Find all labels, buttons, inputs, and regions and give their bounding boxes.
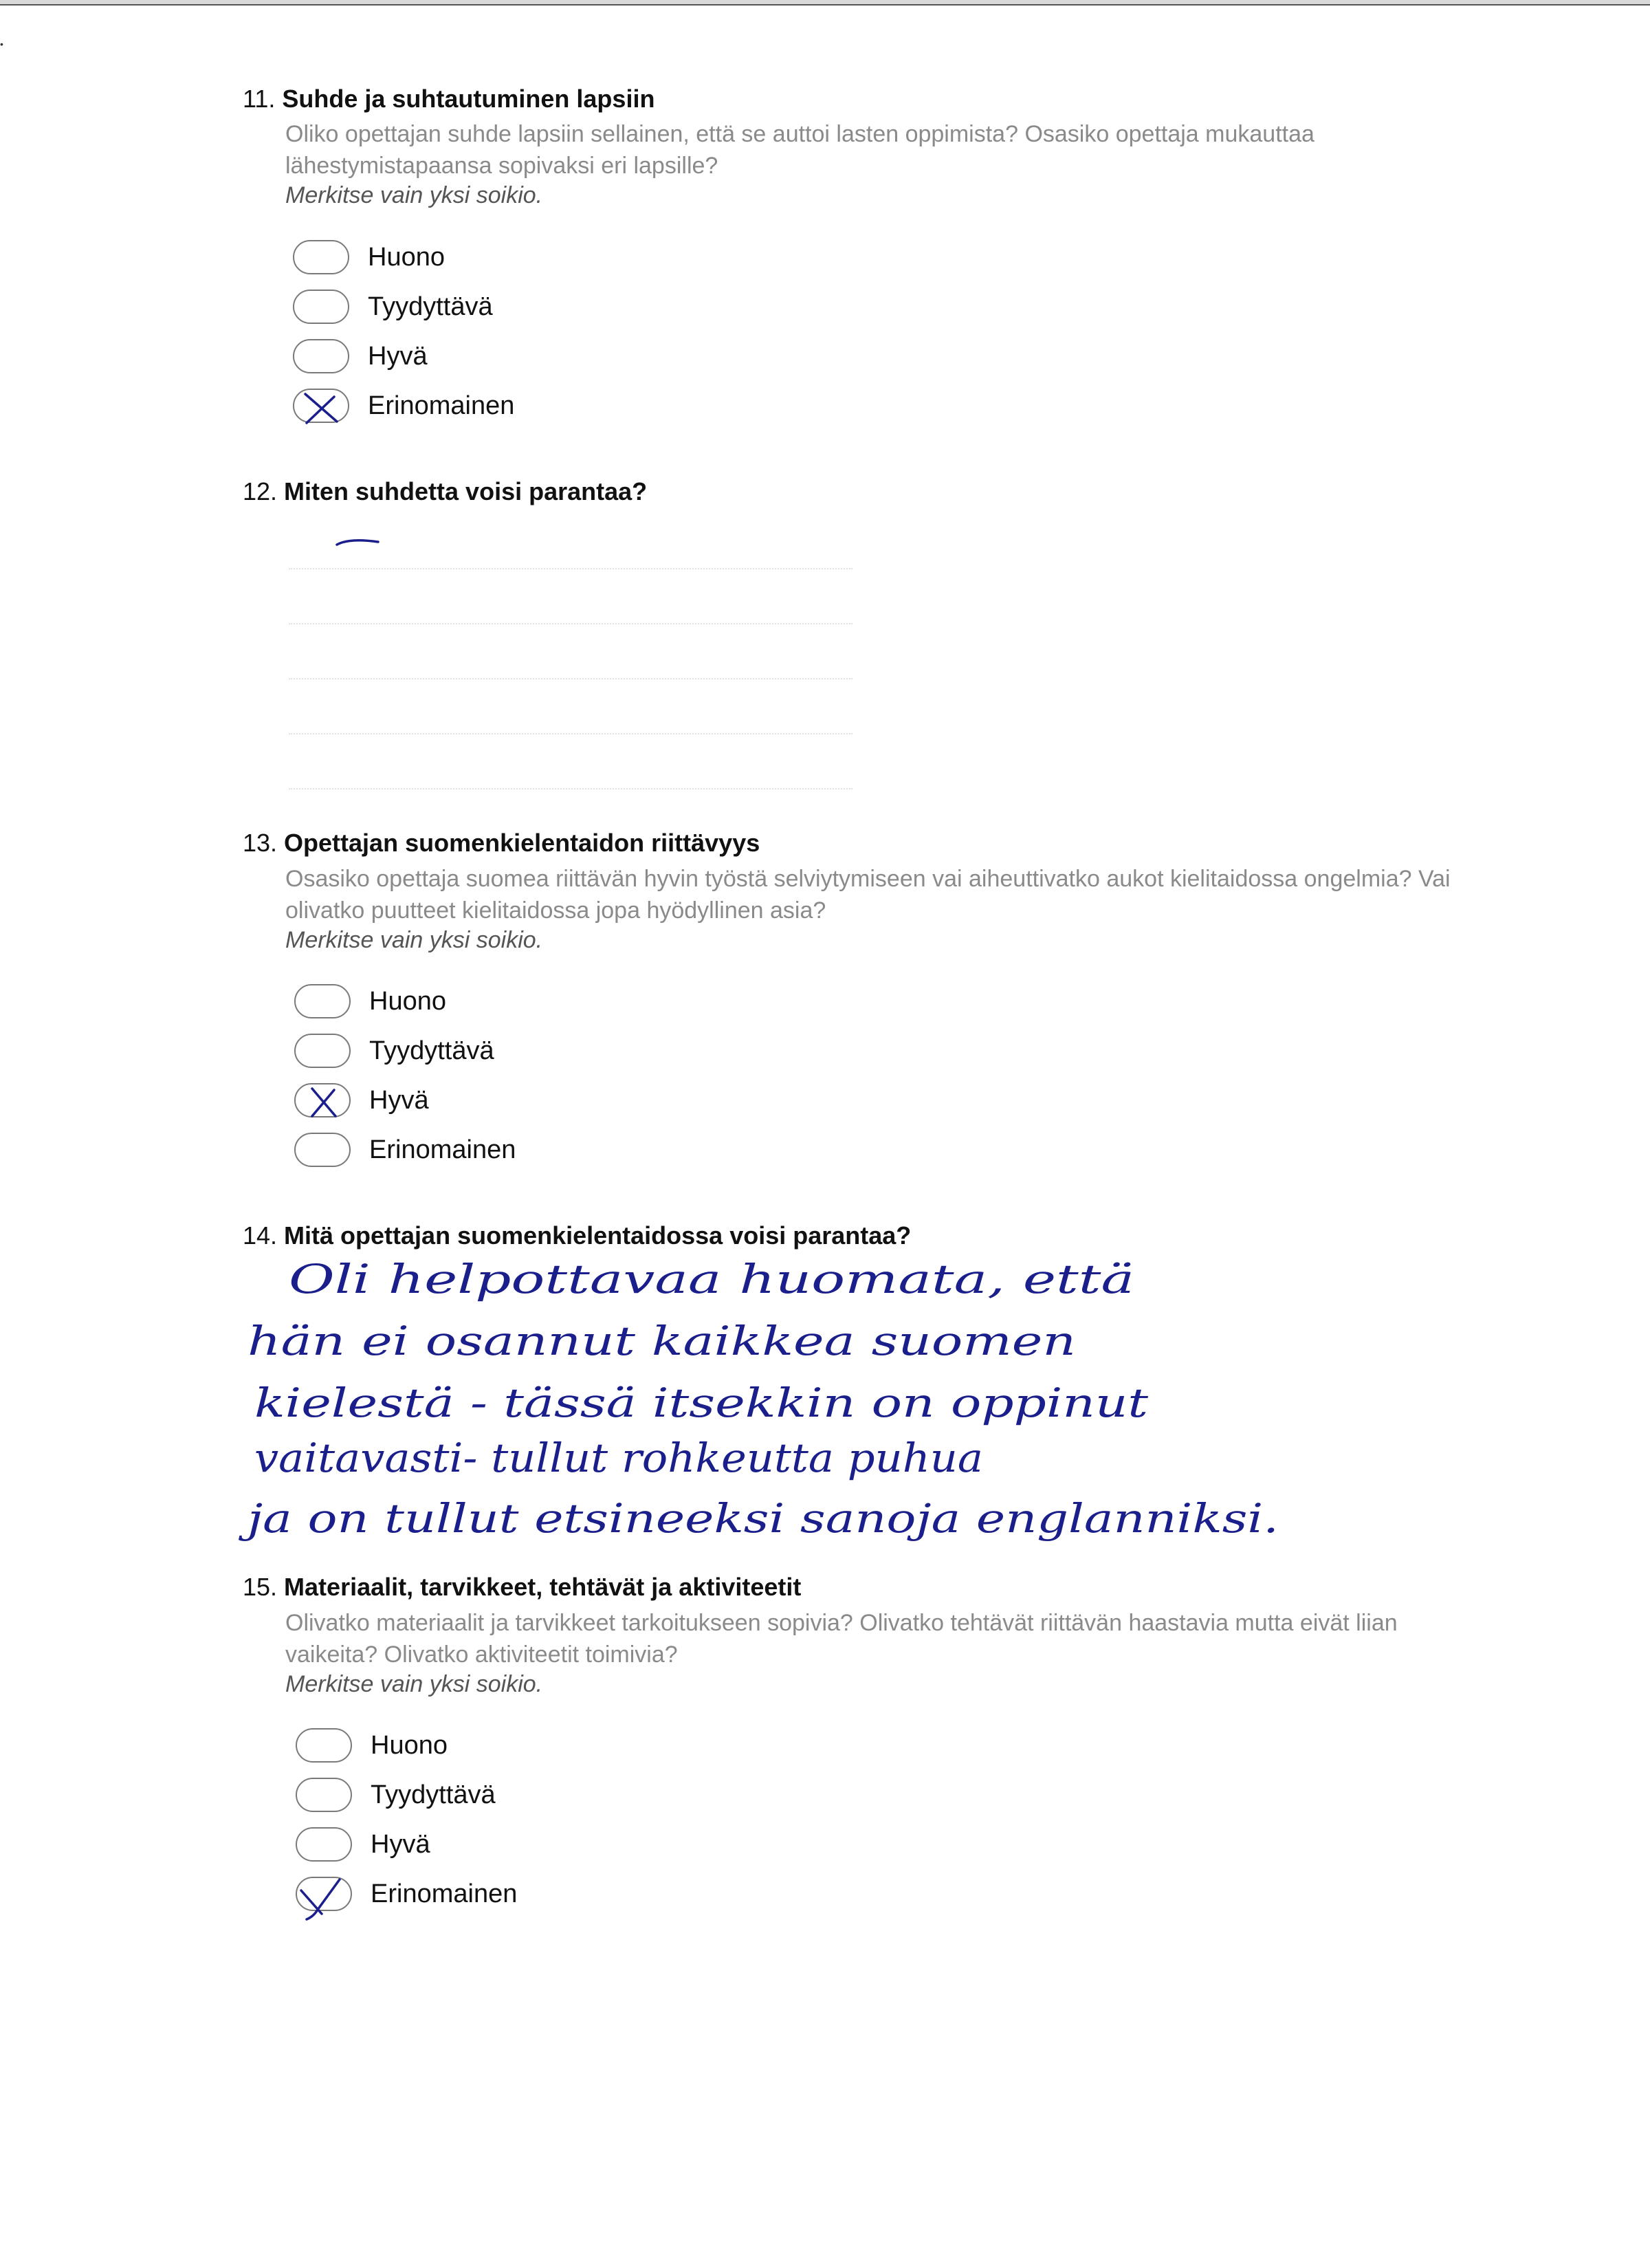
q14-answer-line: Oli helpottavaa huomata, että xyxy=(289,1256,1134,1302)
q12-answer-line xyxy=(289,678,852,679)
q12-answer-line xyxy=(289,568,852,569)
q11-radio-erinomainen[interactable] xyxy=(293,389,349,423)
q12-title xyxy=(243,477,647,506)
q11-title xyxy=(243,85,654,113)
q15-option-label: Tyydyttävä xyxy=(371,1780,496,1809)
q13-option-erinomainen[interactable] xyxy=(294,1131,516,1169)
q14-title xyxy=(243,1221,911,1250)
q15-option-hyva[interactable] xyxy=(296,1825,430,1864)
q14-number: 14. xyxy=(243,1221,278,1250)
scan-top-line xyxy=(0,4,1650,6)
q14-answer-line: ja on tullut etsineeksi sanoja englanniksi. xyxy=(238,1495,1279,1542)
q15-description: Olivatko materiaalit ja tarvikkeet tarkoitukseen sopivia? Olivatko tehtävät riittävän haastavia mutta eivät liian vaikeita? Olivatko aktiviteetit toimivia? xyxy=(285,1610,1398,1668)
q14-title-text: Mitä opettajan suomenkielentaidossa voisi parantaa? xyxy=(284,1221,912,1250)
q13-option-label: Erinomainen xyxy=(369,1135,516,1164)
q13-radio-huono[interactable] xyxy=(294,984,351,1018)
q11-option-huono[interactable] xyxy=(293,238,445,276)
q11-radio-hyva[interactable] xyxy=(293,339,349,373)
q11-number: 11. xyxy=(243,85,276,113)
q14-answer-line: kielestä - tässä itsekkin on oppinut xyxy=(254,1380,1149,1426)
q12-title-text: Miten suhdetta voisi parantaa? xyxy=(284,477,648,505)
q14-answer-line: vaitavasti- tullut rohkeutta puhua xyxy=(254,1435,983,1481)
handwritten-x-mark-icon xyxy=(294,390,351,424)
q11-option-label: Erinomainen xyxy=(368,391,515,420)
q15-radio-tyydyttava[interactable] xyxy=(296,1778,352,1812)
q13-option-label: Huono xyxy=(369,986,446,1016)
q15-option-label: Hyvä xyxy=(371,1829,430,1859)
q13-description: Osasiko opettaja suomea riittävän hyvin työstä selviytymiseen vai aiheuttivatko aukot kielitaidossa ongelmia? Vai olivatko puutteet kielitaidossa jopa hyödyllinen asia? xyxy=(285,866,1451,924)
q15-title xyxy=(243,1573,801,1602)
handwritten-x-mark-icon xyxy=(296,1084,352,1119)
q15-hint: Merkitse vain yksi soikio. xyxy=(285,1671,543,1697)
q11-option-erinomainen[interactable] xyxy=(293,386,514,425)
q14-answer-line: hän ei osannut kaikkea suomen xyxy=(248,1318,1076,1364)
q13-option-huono[interactable] xyxy=(294,982,446,1021)
q12-number: 12. xyxy=(243,477,278,505)
q13-title xyxy=(243,829,760,858)
q11-radio-huono[interactable] xyxy=(293,240,349,274)
q13-title-text: Opettajan suomenkielentaidon riittävyys xyxy=(284,829,760,857)
q11-hint: Merkitse vain yksi soikio. xyxy=(285,182,543,208)
q13-hint: Merkitse vain yksi soikio. xyxy=(285,927,543,953)
q15-title-text: Materiaalit, tarvikkeet, tehtävät ja aktiviteetit xyxy=(284,1573,802,1601)
q11-option-label: Hyvä xyxy=(368,341,428,371)
q15-radio-huono[interactable] xyxy=(296,1728,352,1763)
scan-mark: • xyxy=(0,39,3,50)
q13-radio-tyydyttava[interactable] xyxy=(294,1034,351,1068)
q12-answer-line xyxy=(289,788,852,789)
q15-number: 15. xyxy=(243,1573,278,1601)
q13-option-label: Hyvä xyxy=(369,1085,429,1115)
q15-option-tyydyttava[interactable] xyxy=(296,1776,496,1814)
q15-option-label: Erinomainen xyxy=(371,1879,518,1908)
q13-option-label: Tyydyttävä xyxy=(369,1036,494,1065)
q11-title-text: Suhde ja suhtautuminen lapsiin xyxy=(282,85,655,113)
q11-radio-tyydyttava[interactable] xyxy=(293,290,349,324)
q15-option-label: Huono xyxy=(371,1730,448,1760)
q15-option-huono[interactable] xyxy=(296,1726,448,1765)
q15-radio-erinomainen[interactable] xyxy=(296,1877,352,1911)
q12-answer-line xyxy=(289,733,852,734)
q11-description: Oliko opettajan suhde lapsiin sellainen, että se auttoi lasten oppimista? Osasiko opettaja mukauttaa lähestymistapaansa sopivaksi eri lapsille? xyxy=(285,121,1314,179)
q12-answer[interactable] xyxy=(336,536,384,550)
q11-option-tyydyttava[interactable] xyxy=(293,287,493,326)
q15-option-erinomainen[interactable] xyxy=(296,1875,517,1913)
q11-option-label: Tyydyttävä xyxy=(368,292,493,321)
q11-option-label: Huono xyxy=(368,242,445,272)
q11-option-hyva[interactable] xyxy=(293,337,428,375)
q13-radio-hyva[interactable] xyxy=(294,1083,351,1117)
q13-number: 13. xyxy=(243,829,278,857)
q13-radio-erinomainen[interactable] xyxy=(294,1133,351,1167)
q14-handwritten-answer[interactable] xyxy=(238,1252,1320,1547)
q12-answer-line xyxy=(289,623,852,624)
q13-option-hyva[interactable] xyxy=(294,1081,429,1120)
q15-radio-hyva[interactable] xyxy=(296,1827,352,1862)
q13-option-tyydyttava[interactable] xyxy=(294,1032,494,1070)
handwritten-check-x-mark-icon xyxy=(297,1878,353,1912)
